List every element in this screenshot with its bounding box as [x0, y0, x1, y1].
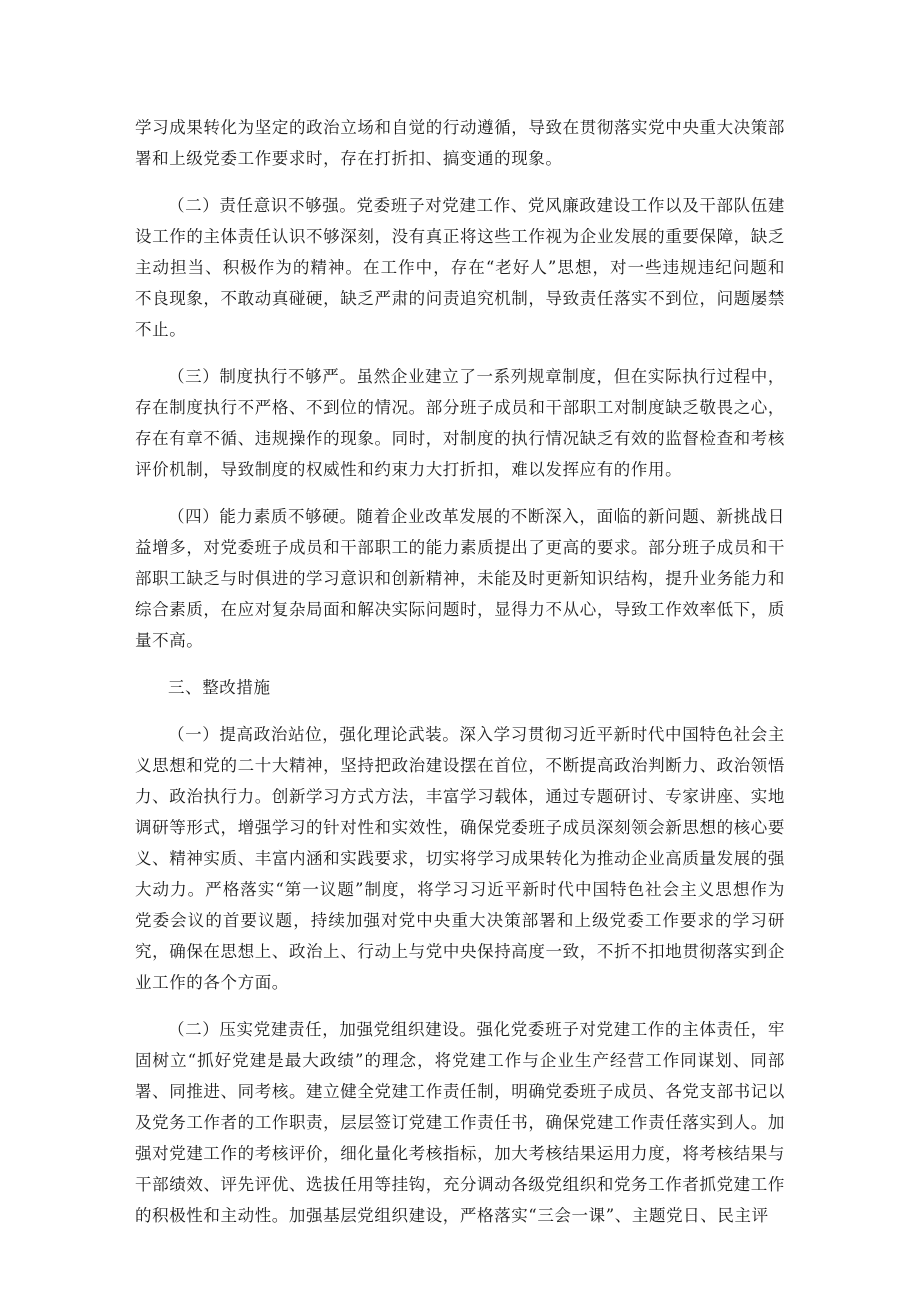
document-body — [135, 112, 785, 1247]
paragraph-political-stance: （一）提高政治站位，强化理论武装。深入学习贯彻习近平新时代中国特色社会主义思想和党的二十大精神，坚持把政治建设摆在首位，不断提高政治判断力、政治领悟力、政治执行力。创新学习方式方法，丰富学习载体，通过专题研讨、专家讲座、实地调研等形式，增强学习的针对性和实效性，确保党委班子成员深刻领会新思想的核心要义、精神实质、丰富内涵和实践要求，切实将学习成果转化为推动企业高质量发展的强大动力。严格落实“第一议题”制度，将学习习近平新时代中国特色社会主义思想作为党委会议的首要议题，持续加强对党中央重大决策部署和上级党委工作要求的学习研究，确保在思想上、政治上、行动上与党中央保持高度一致，不折不扣地贯彻落实到企业工作的各个方面。 — [135, 725, 785, 992]
paragraph-party-responsibility: （二）压实党建责任，加强党组织建设。强化党委班子对党建工作的主体责任，牢固树立“抓好党建是最大政绩”的理念，将党建工作与企业生产经营工作同谋划、同部署、同推进、同考核。建立健全党建工作责任制，明确党委班子成员、各党支部书记以及党务工作者的工作职责，层层签订党建工作责任书，确保党建工作责任落实到人。加强对党建工作的考核评价，细化量化考核指标，加大考核结果运用力度，将考核结果与干部绩效、评先评优、选拔任用等挂钩，充分调动各级党组织和党务工作者抓党建工作的积极性和主动性。加强基层党组织建设，严格落实“三会一课”、主题党日、民主评 — [135, 1020, 785, 1225]
paragraph-capability: （四）能力素质不够硬。随着企业改革发展的不断深入，面临的新问题、新挑战日益增多，对党委班子成员和干部职工的能力素质提出了更高的要求。部分班子成员和干部职工缺乏与时俱进的学习意识和创新精神，未能及时更新知识结构，提升业务能力和综合素质，在应对复杂局面和解决实际问题时，显得力不从心，导致工作效率低下，质量不高。 — [135, 507, 785, 650]
paragraph-system-execution: （三）制度执行不够严。虽然企业建立了一系列规章制度，但在实际执行过程中，存在制度执行不严格、不到位的情况。部分班子成员和干部职工对制度缺乏敬畏之心，存在有章不循、违规操作的现象。同时，对制度的执行情况缺乏有效的监督检查和考核评价机制，导致制度的权威性和约束力大打折扣，难以发挥应有的作用。 — [135, 367, 785, 479]
section-heading-rectification: 三、整改措施 — [168, 678, 271, 697]
paragraph-responsibility: （二）责任意识不够强。党委班子对党建工作、党风廉政建设工作以及干部队伍建设工作的主体责任认识不够深刻，没有真正将这些工作视为企业发展的重要保障，缺乏主动担当、积极作为的精神。在工作中，存在“老好人”思想，对一些违规违纪问题和不良现象，不敢动真碰硬，缺乏严肃的问责追究机制，导致责任落实不到位，问题屡禁不止。 — [135, 196, 785, 339]
paragraph-continued: 学习成果转化为坚定的政治立场和自觉的行动遵循，导致在贯彻落实党中央重大决策部署和上级党委工作要求时，存在打折扣、搞变通的现象。 — [135, 118, 785, 168]
